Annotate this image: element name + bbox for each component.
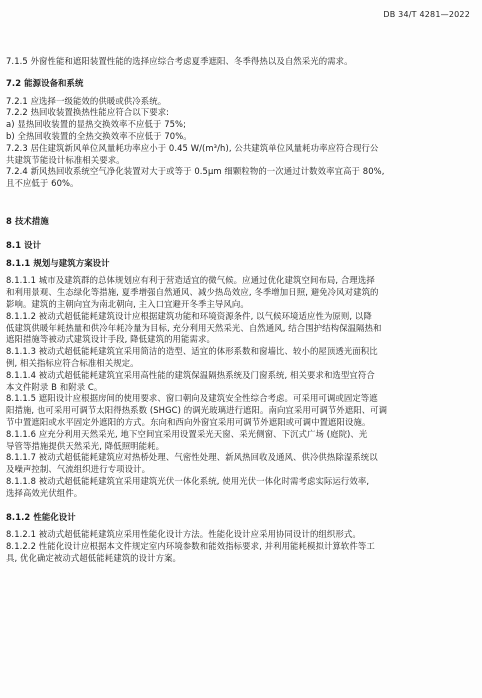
text-line: 8.1.1.2 被动式超低能耗建筑设计应根据建筑功能和环境资源条件, 以气候环境适应性为原则, 以降 [6,310,372,321]
text-line: 7.2.3 居住建筑新风单位风量耗功率应小于 0.45 W/(m³/h), 公共建筑单位风量耗功率应符合现行公 [6,142,379,153]
text-line: 节中置遮阳或水平固定外遮阳的方式。东向和西向外窗宜采用可调节外遮阳或可调中置遮阳设施。 [6,416,371,427]
document-body [6,56,474,565]
spacer [6,190,474,216]
text-line: 低建筑供暖年耗热量和供冷年耗冷量为目标, 充分利用天然采光、自然通风, 结合围护结构保温隔热和 [6,322,382,333]
text-line: 影响。建筑的主朝向宜为南北朝向, 主入口宜避开冬季主导风向。 [6,298,249,309]
text-line: 本文件附录 B 和附录 C。 [6,381,103,392]
spacer [6,228,474,240]
text-line: 遮阳措施等被动式建筑设计手段, 降低建筑的用能需求。 [6,334,215,345]
text-line: 阳措施, 也可采用可调节太阳得热系数 (SHGC) 的调光玻璃进行遮阳。南向宜采用可调节外遮阳、可调 [6,405,388,416]
text-line: 7.1.5 外窗性能和遮阳装置性能的选择应综合考虑夏季遮阳、冬季得热以及自然采光的需求。 [6,56,353,66]
text-line: 选择高效光伏组件。 [6,487,83,498]
text-line: 8.1.1.6 应充分利用天然采光, 地下空间宜采用设置采光天窗、采光侧窗、下沉式广场 (庭院)、光 [6,428,368,439]
text-line: 8.1.1.7 被动式超低能耗建筑应对热桥处理、气密性处理、新风热回收及通风、供冷供热除湿系统以 [6,452,378,463]
spacer [6,500,474,512]
section-heading: 8.1.2 性能化设计 [6,511,76,522]
section-heading: 7.2 能源设备和系统 [6,77,84,88]
text-line: 且不应低于 60%。 [6,178,79,189]
standard-code: DB 34/T 4281—2022 [383,10,470,19]
section-heading: 8.1.1 规划与建筑方案设计 [6,257,110,268]
text-line: 7.2.2 热回收装置换热性能应符合以下要求: [6,107,170,118]
text-line: 和利用景观、生态绿化等措施, 夏季增强自然通风、减少热岛效应, 冬季增加日照, 避免冷风对建筑的 [6,287,379,298]
text-line: 8.1.1.4 被动式超低能耗建筑宜采用高性能的建筑保温隔热系统及门窗系统, 相关要求和选型宜符合 [6,369,375,380]
text-line: 8.1.2.1 被动式超低能耗建筑应采用性能化设计方法。性能化设计应采用协同设计的组织形式。 [6,529,361,540]
spacer [6,68,474,78]
text-line: 共建筑节能设计标准相关要求。 [6,154,125,165]
section-heading: 8.1 设计 [6,239,42,250]
text-line: 8.1.1.1 城市及建筑群的总体规划应有利于营造适宜的微气候。应通过优化建筑空间布局, 合理选择 [6,275,375,286]
text-line: 8.1.2.2 性能化设计应根据本文件规定室内环境参数和能效指标要求, 并利用能耗模拟计算软件等工 [6,541,375,552]
section-heading: 8 技术措施 [6,215,49,226]
text-line: 及噪声控制、气流组织进行专项设计。 [6,464,151,475]
text-line: 7.2.4 新风热回收系统空气净化装置对大于或等于 0.5μm 细颗粒物的一次通过计数效率宜高于 80%, [6,166,385,177]
text-line: 7.2.1 应选择一级能效的供暖或供冷系统。 [6,95,167,106]
text-line: 8.1.1.5 遮阳设计应根据房间的使用要求、窗口朝向及建筑安全性综合考虑。可采用可调或固定等遮 [6,393,378,404]
text-line: 具, 优化确定被动式超低能耗建筑的设计方案。 [6,552,182,563]
text-line: 导管等措施提供天然采光, 降低照明能耗。 [6,440,165,451]
text-line: b) 全热回收装置的全热交换效率不应低于 70%。 [6,130,192,141]
text-line: a) 显热回收装置的显热交换效率不应低于 75%; [6,119,187,130]
text-line: 8.1.1.3 被动式超低能耗建筑宜采用简洁的造型、适宜的体形系数和窗墙比、较小的屋顶透光面积比 [6,346,378,357]
text-line: 8.1.1.8 被动式超低能耗建筑宜采用建筑光伏一体化系统, 使用光伏一体化时需考虑实际运行效率, [6,475,370,486]
text-line: 例, 相关指标应符合标准相关规定。 [6,357,139,368]
